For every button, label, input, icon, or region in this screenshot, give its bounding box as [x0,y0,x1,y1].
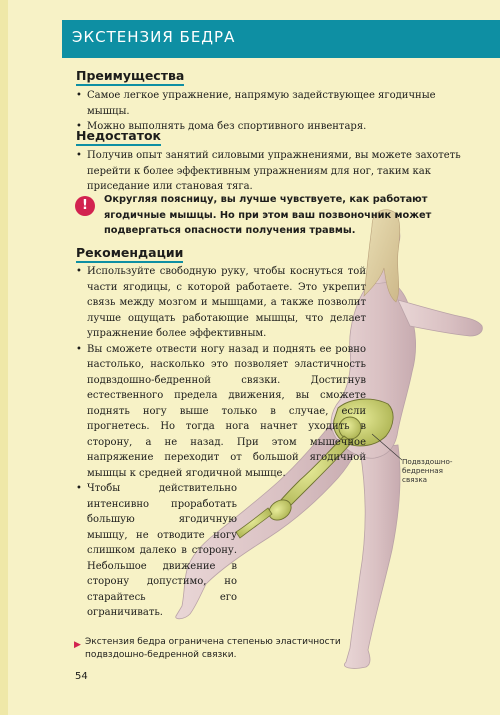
list-item: • Получив опыт занятий силовыми упражнениями, вы можете захотеть перейти к более эффективным упражнениям для ног, таким как приседание или становая тяга. [76,148,476,195]
list-item: • Чтобы действительно интенсивно проработать большую ягодичную мышцу, не отводите ногу слишком далеко в сторону. Небольшое движение в сторону допустимо, но старайтесь его ограничивать. [76,481,237,621]
advantages-heading: Преимущества [76,68,184,86]
list-item: • Вы сможете отвести ногу назад и поднять ее ровно настолько, насколько это позволяет эластичность подвздошно-бедренной связки. Достигнув естественного предела движения, вы сможете поднять ногу выше только в случае, если прогнетесь. Но тогда нога начнет уходить в сторону, а не назад. При этом мышечное напряжение переходит от большой ягодичной мышцы к средней ягодичной мышце. [76,342,366,482]
list-item: • Можно выполнять дома без спортивного инвентаря. [76,119,476,135]
warning-icon: ! [75,196,95,216]
ligament-label: Подвздошно-бедренная связка [402,457,453,484]
page-number: 54 [75,671,88,682]
list-item: • Самое легкое упражнение, напрямую задействующее ягодичные мышцы. [76,88,476,119]
recommendations-heading: Рекомендации [76,245,183,263]
disadvantage-heading: Недостаток [76,128,161,146]
page-title: ЭКСТЕНЗИЯ БЕДРА [72,28,236,46]
warning-text: Округляя поясницу, вы лучше чувствуете, как работают ягодичные мышцы. Но при этом ваш позвоночник может подвергаться опасности получения травмы. [104,194,432,236]
recommendations-list [76,264,366,621]
list-item: • Используйте свободную руку, чтобы коснуться той части ягодицы, с которой работаете. Это укрепит связь между мозгом и мышцами, а также позволит лучше ощущать работающие мышцы, что делает упражнение более эффективным. [76,264,366,342]
figure-caption: Экстензия бедра ограничена степенью эластичности подвздошно-бедренной связки. [85,637,341,660]
caption-arrow-icon: ▶ [74,640,81,650]
disadvantage-list [76,148,476,195]
